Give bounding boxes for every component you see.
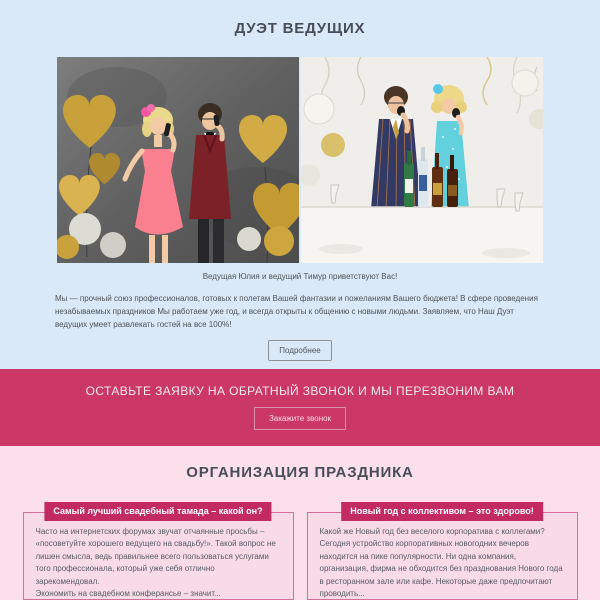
article-card-wedding-header: Самый лучший свадебный тамада – какой он? bbox=[44, 502, 271, 521]
photo-caption: Ведущая Юлия и ведущий Тимур приветствуют Вас! bbox=[202, 272, 398, 281]
order-call-button[interactable]: Закажите звонок bbox=[254, 407, 346, 430]
more-button-wrap bbox=[0, 340, 600, 361]
article-card-wedding[interactable] bbox=[23, 506, 294, 600]
article-card-newyear-header: Новый год с коллективом – это здорово! bbox=[341, 502, 543, 521]
intro-paragraph: Мы — прочный союз профессионалов, готовых к полетам Вашей фантазии и пожеланиям Вашего бюджета! В сфере проведения незабываемых праздников Мы работаем уже год, и всегда открыты к общению с новыми людьми. Заявляем, что Наш Дуэт ведущих умеет развлекать гостей на все 100%! bbox=[55, 294, 538, 329]
duet-photos bbox=[57, 57, 543, 263]
article-card-newyear-text: Какой же Новый год без веселого корпоратива с коллегами? Сегодня устройство корпоративных новогодних вечеров находится на пике популярности. Ни одна компания, организация, фирма не обходится без празднования Нового года в ресторанном зале или кафе. Некоторые даже предпочитают проводить... bbox=[319, 527, 563, 598]
article-cards bbox=[0, 502, 600, 600]
article-card-newyear[interactable] bbox=[307, 506, 578, 600]
article-card-wedding-text: Часто на интернетских форумах звучат отчаянные просьбы – «посоветуйте хорошего ведущего на свадьбу!». Такой вопрос не лишен смысла, ведь правильнее всего пользоваться услугами того профессионала, который уже себя отлично зарекомендовал. bbox=[35, 527, 276, 586]
organization-section bbox=[0, 446, 600, 600]
more-button[interactable]: Подробнее bbox=[268, 340, 332, 361]
article-card-wedding-text-2: Экономить на свадебном конферансье – значит... bbox=[35, 588, 221, 598]
callback-banner-title: ОСТАВЬТЕ ЗАЯВКУ НА ОБРАТНЫЙ ЗВОНОК И МЫ ПЕРЕЗВОНИМ ВАМ bbox=[85, 384, 515, 398]
callback-banner bbox=[0, 369, 600, 446]
duet-balloons-photo bbox=[57, 57, 299, 263]
duet-banquet-photo bbox=[301, 57, 543, 263]
organization-title: ОРГАНИЗАЦИЯ ПРАЗДНИКА bbox=[186, 464, 414, 481]
page-title: ДУЭТ ВЕДУЩИХ bbox=[234, 20, 366, 37]
